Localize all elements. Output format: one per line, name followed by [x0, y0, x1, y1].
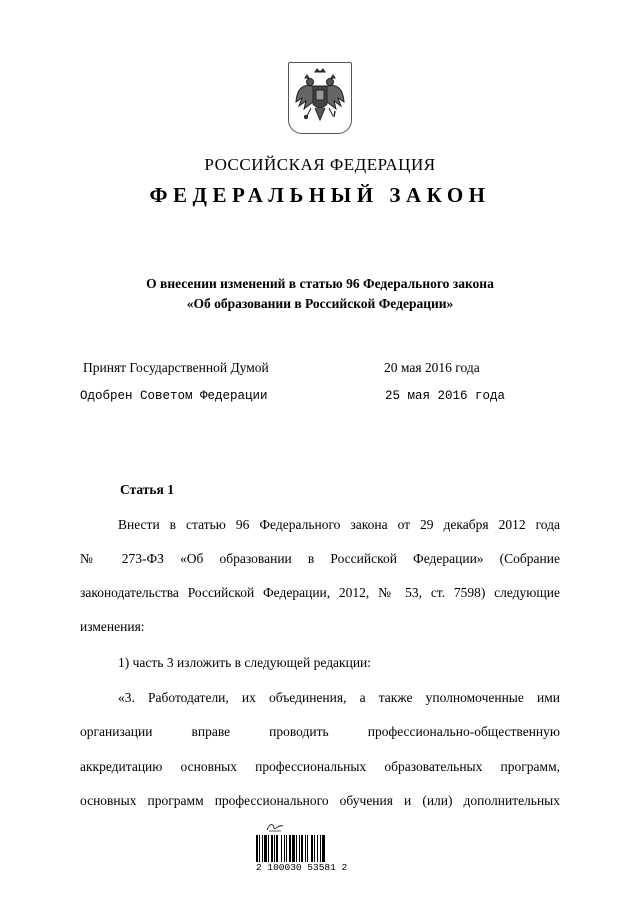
barcode-bar: [286, 835, 287, 863]
barcode-bar: [259, 835, 260, 863]
barcode-bar: [289, 835, 291, 863]
barcode-bar: [299, 835, 300, 863]
article-text-line: 1) часть 3 изложить в следующей редакции:: [118, 655, 372, 670]
article-text-line: законодательства Российской Федерации, 2012, № 53, ст. 7598) следующие: [80, 585, 560, 600]
barcode-bar: [264, 835, 267, 863]
document-type: ФЕДЕРАЛЬНЫЙ ЗАКОН: [149, 183, 491, 207]
barcode-bar: [311, 835, 313, 863]
barcode-bar: [256, 835, 258, 863]
law-title-line-1: О внесении изменений в статью 96 Федерального закона: [146, 276, 494, 291]
council-approval-label: Одобрен Советом Федерации: [80, 389, 268, 403]
country-name: РОССИЙСКАЯ ФЕДЕРАЦИЯ: [204, 155, 436, 174]
duma-adoption-date: 20 мая 2016 года: [384, 360, 480, 375]
barcode-bar: [271, 835, 273, 863]
coat-of-arms-emblem: [288, 62, 352, 134]
article-text-line: организации вправе проводить профессионально-общественную: [80, 724, 560, 739]
barcode-bar: [317, 835, 318, 863]
barcode-bar: [268, 835, 269, 863]
article-heading: Статья 1: [120, 482, 174, 497]
article-text-line: основных программ профессионального обучения и (или) дополнительных: [80, 793, 560, 808]
signature-mark: [266, 822, 284, 832]
council-approval-date: 25 мая 2016 года: [385, 389, 506, 403]
barcode-bar: [274, 835, 275, 863]
duma-adoption-label: Принят Государственной Думой: [83, 360, 269, 375]
barcode-bar: [320, 835, 321, 863]
barcode-bar: [301, 835, 303, 863]
barcode-bar: [322, 835, 325, 863]
barcode-bar: [296, 835, 297, 863]
article-text-line: изменения:: [80, 619, 145, 634]
barcode-bar: [314, 835, 315, 863]
article-text-line: Внести в статью 96 Федерального закона от 29 декабря 2012 года: [118, 517, 560, 532]
barcode-bar: [284, 835, 285, 863]
barcode-bar: [281, 835, 282, 863]
barcode-bar: [276, 835, 278, 863]
article-text-line: «3. Работодатели, их объединения, а также уполномоченные ими: [118, 690, 560, 705]
barcode-bar: [262, 835, 263, 863]
article-text-line: № 273-ФЗ «Об образовании в Российской Федерации» (Собрание: [80, 551, 560, 566]
barcode-bar: [307, 835, 308, 863]
law-title-line-2: «Об образовании в Российской Федерации»: [186, 296, 454, 311]
article-text-line: аккредитацию основных профессиональных образовательных программ,: [80, 759, 560, 774]
barcode-bar: [305, 835, 306, 863]
barcode-number: 2 100030 53581 2: [256, 862, 376, 873]
coat-of-arms-icon: [293, 68, 347, 126]
barcode-bar: [292, 835, 295, 863]
